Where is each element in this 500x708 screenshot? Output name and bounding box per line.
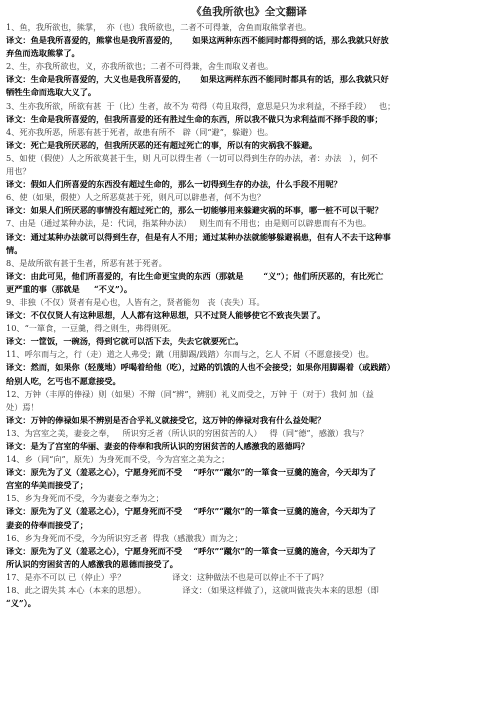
source-line: 用也？ <box>6 166 31 177</box>
translation-line: 译文：原先为了义（羞恶之心），宁愿身死而不受 “呼尔”“蹴尔”的一箪食一豆羹的施舍，今天却为了 <box>6 467 377 478</box>
source-line: 11、呼尔而与之，行（走）道之人弗受；蹴（用脚踢/践踏）尔而与之，乞人 不屑（不愿意接受）也。 <box>6 349 374 360</box>
source-line: 18、此之谓失其 本心（本来的思想）。 译文：（如果这样做了），这就叫做丧失本来的思想（即 <box>6 585 379 596</box>
translation-line: 译文：通过某种办法就可以得到生存，但是有人不用；通过某种办法就能够躲避祸患，但有人不去干这种事 <box>6 231 391 242</box>
translation-line: 更严重的事（那就是 “不义”）。 <box>6 283 133 294</box>
source-line: 13、为宫室之美，妻妾之奉， 所识穷乏者（所认识的穷困贫苦的人） 得（同“德”，感激）我与？ <box>6 427 368 438</box>
source-line: 4、死亦我所恶，所恶有甚于死者，故患有所不 辟（同“避”，躲避）也。 <box>6 126 274 137</box>
source-line: 3、生亦我所欲，所欲有甚 于（比）生者，故不为 苟得（苟且取得，意思是只为求利益，不择手段） 也； <box>6 100 396 111</box>
translation-line: 情。 <box>6 244 23 255</box>
translation-line: 给别人吃，乞丐也不愿意接受。 <box>6 375 121 386</box>
translation-body <box>6 21 492 610</box>
translation-line: 译文：如果人们所厌恶的事情没有超过死亡的，那么一切能够用来躲避灾祸的坏事，哪一桩不可以干呢？ <box>6 205 383 216</box>
translation-line: 妻妾的侍奉而接受了； <box>6 519 88 530</box>
source-line: 14、乡（同“向”，原先）为身死而不受，今为宫室之美为之； <box>6 454 230 465</box>
source-line: 8、是故所欲有甚于生者，所恶有甚于死者。 <box>6 257 167 268</box>
translation-line: 宫室的华美而接受了； <box>6 480 88 491</box>
translation-line: 译文：一筐饭，一碗汤，得到它就可以活下去，失去它就要死亡。 <box>6 336 244 347</box>
translation-line: 译文：不仅仅贤人有这种思想，人人都有这种思想，只不过贤人能够使它不致丧失罢了。 <box>6 310 326 321</box>
translation-line: 译文：然而，如果你（轻蔑地）呼喝着给他（吃），过路的饥饿的人也不会接受；如果你用脚踢着（或践踏） <box>6 362 395 373</box>
translation-line: 译文：原先为了义（羞恶之心），宁愿身死而不受 “呼尔”“蹴尔”的一箪食一豆羹的施舍，今天却为了 <box>6 506 377 517</box>
translation-line: “义”）。 <box>6 598 36 609</box>
source-line: 6、使（如果，假使）人之所恶莫甚于死，则凡可以辟患者，何不为也？ <box>6 192 266 203</box>
translation-line: 译文：由此可见，他们所喜爱的，有比生命更宝贵的东西（那就是 “义”）；他们所厌恶的，有比死亡 <box>6 270 384 281</box>
translation-line: 译文：原先为了义（羞恶之心），宁愿身死而不受 “呼尔”“蹴尔”的一箪食一豆羹的施舍，今天却为了 <box>6 545 377 556</box>
source-line: 2、生，亦我所欲也，义，亦我所欲也；二者不可得兼，舍生而取义者也。 <box>6 61 274 72</box>
source-line: 16、乡为身死而不受，今为所识穷乏者 得我（感激我）而为之； <box>6 532 243 543</box>
translation-line: 译文：假如人们所喜爱的东西没有超过生命的，那么一切得到生存的办法，什么手段不用呢？ <box>6 179 342 190</box>
translation-line: 译文：万钟的俸禄如果不辨别是否合乎礼义就接受它，这万钟的俸禄对我有什么益处呢？ <box>6 414 326 425</box>
source-line: 处）焉！ <box>6 401 39 412</box>
translation-line: 译文：鱼是我所喜爱的，熊掌也是我所喜爱的， 如果这两种东西不能同时都得到的话，那么我就只好放 <box>6 35 389 46</box>
translation-line: 弃鱼而选取熊掌了。 <box>6 48 80 59</box>
source-line: 5、如使（假使）人之所欲莫甚于生，则 凡可以得生者（一切可以得到生存的办法，者：办法 ），何不 <box>6 152 378 163</box>
translation-line: 译文：死亡是我所厌恶的，但我所厌恶的还有超过死亡的事，所以有的灾祸我不躲避。 <box>6 139 318 150</box>
translation-line: 牺牲生命而选取大义了。 <box>6 87 97 98</box>
source-line: 17、是亦不可以 已（停止）乎？ 译文：这种做法不也是可以停止不干了吗？ <box>6 571 328 582</box>
source-line: 7、由是（通过某种办法，是：代词，指某种办法） 则生而有不用也；由是则可以辟患而有不为也。 <box>6 218 372 229</box>
translation-line: 所认识的穷困贫苦的人感激我的恩德而接受了。 <box>6 558 178 569</box>
source-line: 1、鱼，我所欲也，熊掌， 亦（也）我所欲也，二者不可得兼，舍鱼而取熊掌者也。 <box>6 22 312 32</box>
source-line: 15、乡为身死而不受，今为妻妾之奉为之； <box>6 493 164 504</box>
document-page <box>6 4 492 610</box>
translation-line: 译文：生命是我所喜爱的，但我所喜爱的还有胜过生命的东西，所以我不做只为求利益而不择手段的事； <box>6 113 383 124</box>
source-line: 9、非独（不仅）贤者有是心也，人皆有之，贤者能勿 丧（丧失）耳。 <box>6 296 265 307</box>
page-title: 《鱼我所欲也》全文翻译 <box>191 6 307 18</box>
source-line: 10、“一箪食，一豆羹，得之则生，弗得则死。 <box>6 323 177 334</box>
translation-line: 译文：是为了宫室的华丽、妻妾的侍奉和我所认识的穷困贫苦的人感激我的恩德吗？ <box>6 441 309 451</box>
translation-line: 译文：生命是我所喜爱的，大义也是我所喜爱的， 如果这两样东西不能同时都具有的话，那么我就只好 <box>6 74 389 85</box>
source-line: 12、万钟（丰厚的俸禄）则（如果）不辩（同“辨”，辨别）礼义而受之，万钟 于（对于）我何 加（益 <box>6 388 374 399</box>
